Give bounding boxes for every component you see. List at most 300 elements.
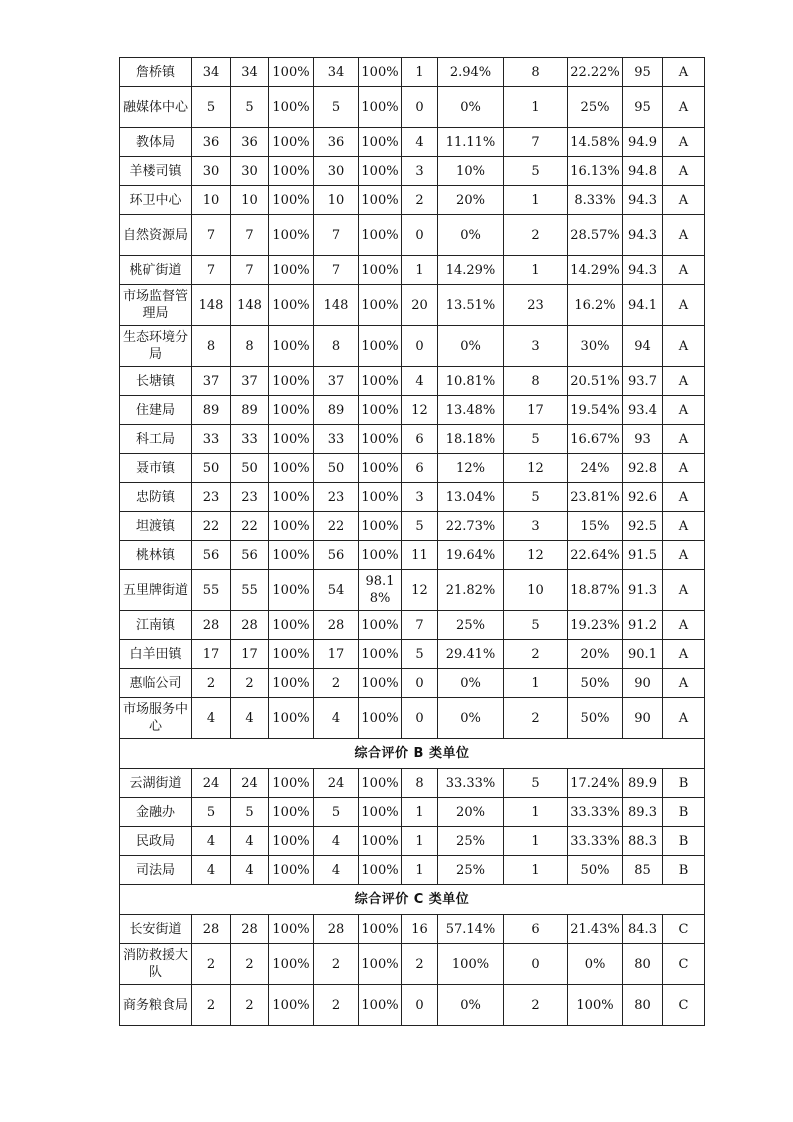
col-4-cell: 100% bbox=[269, 611, 314, 640]
col-3-cell: 30 bbox=[231, 157, 269, 186]
score-cell: 95 bbox=[623, 58, 663, 87]
col-2-cell: 17 bbox=[192, 640, 231, 669]
col-6-cell: 100% bbox=[359, 769, 402, 798]
col-9-cell: 1 bbox=[504, 87, 568, 128]
col-4-cell: 100% bbox=[269, 769, 314, 798]
table-row bbox=[120, 769, 705, 798]
col-4-cell: 100% bbox=[269, 157, 314, 186]
col-3-cell: 17 bbox=[231, 640, 269, 669]
score-cell: 91.2 bbox=[623, 611, 663, 640]
col-4-cell: 100% bbox=[269, 326, 314, 367]
table-row bbox=[120, 827, 705, 856]
unit-name-cell: 桃林镇 bbox=[120, 541, 192, 570]
score-cell: 84.3 bbox=[623, 915, 663, 944]
col-7-cell: 12 bbox=[402, 570, 438, 611]
col-5-cell: 89 bbox=[314, 396, 359, 425]
unit-name-cell: 云湖街道 bbox=[120, 769, 192, 798]
col-7-cell: 0 bbox=[402, 326, 438, 367]
col-10-cell: 30% bbox=[568, 326, 623, 367]
score-cell: 91.5 bbox=[623, 541, 663, 570]
table-row bbox=[120, 186, 705, 215]
col-3-cell: 5 bbox=[231, 798, 269, 827]
col-10-cell: 18.87% bbox=[568, 570, 623, 611]
col-2-cell: 34 bbox=[192, 58, 231, 87]
grade-cell: A bbox=[663, 285, 705, 326]
score-cell: 92.6 bbox=[623, 483, 663, 512]
col-4-cell: 100% bbox=[269, 285, 314, 326]
table-row bbox=[120, 215, 705, 256]
grade-cell: A bbox=[663, 541, 705, 570]
col-6-cell: 100% bbox=[359, 87, 402, 128]
table-row bbox=[120, 58, 705, 87]
col-10-cell: 50% bbox=[568, 856, 623, 885]
col-8-cell: 29.41% bbox=[438, 640, 504, 669]
col-8-cell: 0% bbox=[438, 698, 504, 739]
unit-name-cell: 忠防镇 bbox=[120, 483, 192, 512]
col-6-cell: 100% bbox=[359, 985, 402, 1026]
table-row bbox=[120, 326, 705, 367]
score-cell: 93.4 bbox=[623, 396, 663, 425]
col-9-cell: 12 bbox=[504, 541, 568, 570]
col-8-cell: 13.48% bbox=[438, 396, 504, 425]
table-row bbox=[120, 570, 705, 611]
col-6-cell: 100% bbox=[359, 640, 402, 669]
unit-name-cell: 科工局 bbox=[120, 425, 192, 454]
col-2-cell: 89 bbox=[192, 396, 231, 425]
col-3-cell: 7 bbox=[231, 256, 269, 285]
col-3-cell: 4 bbox=[231, 827, 269, 856]
table-row bbox=[120, 541, 705, 570]
score-cell: 91.3 bbox=[623, 570, 663, 611]
col-5-cell: 28 bbox=[314, 611, 359, 640]
col-8-cell: 25% bbox=[438, 827, 504, 856]
col-2-cell: 28 bbox=[192, 915, 231, 944]
col-6-cell: 100% bbox=[359, 58, 402, 87]
grade-cell: C bbox=[663, 944, 705, 985]
col-6-cell: 100% bbox=[359, 483, 402, 512]
col-4-cell: 100% bbox=[269, 915, 314, 944]
col-2-cell: 4 bbox=[192, 856, 231, 885]
col-2-cell: 36 bbox=[192, 128, 231, 157]
col-4-cell: 100% bbox=[269, 944, 314, 985]
unit-name-cell: 羊楼司镇 bbox=[120, 157, 192, 186]
col-10-cell: 50% bbox=[568, 669, 623, 698]
col-3-cell: 33 bbox=[231, 425, 269, 454]
col-7-cell: 0 bbox=[402, 985, 438, 1026]
col-5-cell: 4 bbox=[314, 698, 359, 739]
score-cell: 80 bbox=[623, 985, 663, 1026]
grade-cell: A bbox=[663, 186, 705, 215]
col-2-cell: 8 bbox=[192, 326, 231, 367]
col-7-cell: 16 bbox=[402, 915, 438, 944]
score-cell: 92.8 bbox=[623, 454, 663, 483]
col-2-cell: 7 bbox=[192, 256, 231, 285]
col-5-cell: 17 bbox=[314, 640, 359, 669]
col-4-cell: 100% bbox=[269, 215, 314, 256]
col-8-cell: 20% bbox=[438, 186, 504, 215]
score-cell: 94.3 bbox=[623, 186, 663, 215]
col-7-cell: 3 bbox=[402, 157, 438, 186]
col-7-cell: 4 bbox=[402, 128, 438, 157]
table-row bbox=[120, 285, 705, 326]
col-3-cell: 10 bbox=[231, 186, 269, 215]
unit-name-cell: 环卫中心 bbox=[120, 186, 192, 215]
unit-name-cell: 自然资源局 bbox=[120, 215, 192, 256]
col-5-cell: 50 bbox=[314, 454, 359, 483]
col-5-cell: 5 bbox=[314, 798, 359, 827]
col-5-cell: 23 bbox=[314, 483, 359, 512]
col-10-cell: 20% bbox=[568, 640, 623, 669]
unit-name-cell: 融媒体中心 bbox=[120, 87, 192, 128]
col-7-cell: 0 bbox=[402, 669, 438, 698]
col-6-cell: 100% bbox=[359, 944, 402, 985]
grade-cell: A bbox=[663, 640, 705, 669]
score-cell: 88.3 bbox=[623, 827, 663, 856]
score-cell: 85 bbox=[623, 856, 663, 885]
col-5-cell: 24 bbox=[314, 769, 359, 798]
col-8-cell: 18.18% bbox=[438, 425, 504, 454]
score-cell: 94.3 bbox=[623, 215, 663, 256]
col-9-cell: 10 bbox=[504, 570, 568, 611]
col-9-cell: 1 bbox=[504, 256, 568, 285]
unit-name-cell: 金融办 bbox=[120, 798, 192, 827]
score-cell: 90 bbox=[623, 698, 663, 739]
col-6-cell: 100% bbox=[359, 454, 402, 483]
col-9-cell: 7 bbox=[504, 128, 568, 157]
col-10-cell: 16.67% bbox=[568, 425, 623, 454]
col-5-cell: 7 bbox=[314, 215, 359, 256]
col-6-cell: 100% bbox=[359, 157, 402, 186]
col-5-cell: 10 bbox=[314, 186, 359, 215]
col-8-cell: 0% bbox=[438, 87, 504, 128]
col-4-cell: 100% bbox=[269, 425, 314, 454]
grade-cell: A bbox=[663, 256, 705, 285]
table-row bbox=[120, 425, 705, 454]
grade-cell: A bbox=[663, 58, 705, 87]
unit-name-cell: 五里牌街道 bbox=[120, 570, 192, 611]
col-3-cell: 4 bbox=[231, 698, 269, 739]
col-5-cell: 56 bbox=[314, 541, 359, 570]
col-10-cell: 17.24% bbox=[568, 769, 623, 798]
col-9-cell: 3 bbox=[504, 512, 568, 541]
col-7-cell: 7 bbox=[402, 611, 438, 640]
grade-cell: B bbox=[663, 798, 705, 827]
table-row bbox=[120, 367, 705, 396]
col-4-cell: 100% bbox=[269, 856, 314, 885]
col-10-cell: 14.58% bbox=[568, 128, 623, 157]
col-9-cell: 5 bbox=[504, 611, 568, 640]
col-8-cell: 21.82% bbox=[438, 570, 504, 611]
col-2-cell: 5 bbox=[192, 798, 231, 827]
col-10-cell: 25% bbox=[568, 87, 623, 128]
col-9-cell: 5 bbox=[504, 483, 568, 512]
table-row bbox=[120, 512, 705, 541]
col-4-cell: 100% bbox=[269, 483, 314, 512]
grade-cell: B bbox=[663, 856, 705, 885]
col-3-cell: 28 bbox=[231, 611, 269, 640]
col-3-cell: 56 bbox=[231, 541, 269, 570]
col-4-cell: 100% bbox=[269, 186, 314, 215]
col-6-cell: 100% bbox=[359, 915, 402, 944]
col-6-cell: 100% bbox=[359, 128, 402, 157]
grade-cell: A bbox=[663, 669, 705, 698]
col-8-cell: 13.51% bbox=[438, 285, 504, 326]
col-2-cell: 4 bbox=[192, 698, 231, 739]
col-2-cell: 7 bbox=[192, 215, 231, 256]
table-row bbox=[120, 157, 705, 186]
col-2-cell: 24 bbox=[192, 769, 231, 798]
table-row bbox=[120, 669, 705, 698]
col-2-cell: 10 bbox=[192, 186, 231, 215]
col-4-cell: 100% bbox=[269, 570, 314, 611]
col-3-cell: 89 bbox=[231, 396, 269, 425]
col-9-cell: 8 bbox=[504, 367, 568, 396]
col-3-cell: 36 bbox=[231, 128, 269, 157]
col-7-cell: 6 bbox=[402, 425, 438, 454]
col-5-cell: 36 bbox=[314, 128, 359, 157]
col-9-cell: 8 bbox=[504, 58, 568, 87]
score-cell: 93.7 bbox=[623, 367, 663, 396]
grade-cell: A bbox=[663, 326, 705, 367]
col-8-cell: 25% bbox=[438, 856, 504, 885]
col-2-cell: 148 bbox=[192, 285, 231, 326]
col-7-cell: 1 bbox=[402, 798, 438, 827]
score-cell: 94.8 bbox=[623, 157, 663, 186]
col-9-cell: 1 bbox=[504, 669, 568, 698]
table-row bbox=[120, 87, 705, 128]
col-3-cell: 2 bbox=[231, 985, 269, 1026]
col-9-cell: 2 bbox=[504, 215, 568, 256]
unit-name-cell: 教体局 bbox=[120, 128, 192, 157]
score-cell: 94 bbox=[623, 326, 663, 367]
col-5-cell: 22 bbox=[314, 512, 359, 541]
col-4-cell: 100% bbox=[269, 58, 314, 87]
col-2-cell: 22 bbox=[192, 512, 231, 541]
col-3-cell: 2 bbox=[231, 944, 269, 985]
col-9-cell: 5 bbox=[504, 769, 568, 798]
col-5-cell: 28 bbox=[314, 915, 359, 944]
section-heading: 综合评价 C 类单位 bbox=[120, 885, 705, 915]
col-3-cell: 5 bbox=[231, 87, 269, 128]
col-5-cell: 37 bbox=[314, 367, 359, 396]
table-row bbox=[120, 483, 705, 512]
col-9-cell: 0 bbox=[504, 944, 568, 985]
unit-name-cell: 司法局 bbox=[120, 856, 192, 885]
grade-cell: A bbox=[663, 611, 705, 640]
col-8-cell: 19.64% bbox=[438, 541, 504, 570]
unit-name-cell: 生态环境分局 bbox=[120, 326, 192, 367]
col-10-cell: 50% bbox=[568, 698, 623, 739]
unit-name-cell: 商务粮食局 bbox=[120, 985, 192, 1026]
col-8-cell: 33.33% bbox=[438, 769, 504, 798]
col-7-cell: 0 bbox=[402, 87, 438, 128]
col-7-cell: 5 bbox=[402, 640, 438, 669]
col-9-cell: 2 bbox=[504, 985, 568, 1026]
col-4-cell: 100% bbox=[269, 827, 314, 856]
col-10-cell: 8.33% bbox=[568, 186, 623, 215]
col-9-cell: 6 bbox=[504, 915, 568, 944]
col-7-cell: 0 bbox=[402, 698, 438, 739]
col-6-cell: 100% bbox=[359, 396, 402, 425]
col-5-cell: 34 bbox=[314, 58, 359, 87]
col-5-cell: 4 bbox=[314, 827, 359, 856]
col-7-cell: 6 bbox=[402, 454, 438, 483]
col-8-cell: 0% bbox=[438, 326, 504, 367]
col-2-cell: 37 bbox=[192, 367, 231, 396]
unit-name-cell: 长安街道 bbox=[120, 915, 192, 944]
grade-cell: A bbox=[663, 157, 705, 186]
col-9-cell: 1 bbox=[504, 186, 568, 215]
col-8-cell: 100% bbox=[438, 944, 504, 985]
col-8-cell: 11.11% bbox=[438, 128, 504, 157]
unit-name-cell: 住建局 bbox=[120, 396, 192, 425]
col-10-cell: 33.33% bbox=[568, 827, 623, 856]
table-row bbox=[120, 798, 705, 827]
col-5-cell: 4 bbox=[314, 856, 359, 885]
col-8-cell: 10% bbox=[438, 157, 504, 186]
col-10-cell: 19.23% bbox=[568, 611, 623, 640]
grade-cell: A bbox=[663, 367, 705, 396]
col-3-cell: 37 bbox=[231, 367, 269, 396]
col-6-cell: 100% bbox=[359, 698, 402, 739]
col-2-cell: 23 bbox=[192, 483, 231, 512]
unit-name-cell: 白羊田镇 bbox=[120, 640, 192, 669]
unit-name-cell: 詹桥镇 bbox=[120, 58, 192, 87]
col-8-cell: 25% bbox=[438, 611, 504, 640]
col-6-cell: 100% bbox=[359, 215, 402, 256]
col-8-cell: 13.04% bbox=[438, 483, 504, 512]
col-10-cell: 28.57% bbox=[568, 215, 623, 256]
col-9-cell: 2 bbox=[504, 698, 568, 739]
col-7-cell: 0 bbox=[402, 215, 438, 256]
unit-name-cell: 长塘镇 bbox=[120, 367, 192, 396]
col-3-cell: 2 bbox=[231, 669, 269, 698]
grade-cell: B bbox=[663, 827, 705, 856]
col-5-cell: 2 bbox=[314, 669, 359, 698]
grade-cell: C bbox=[663, 985, 705, 1026]
col-10-cell: 33.33% bbox=[568, 798, 623, 827]
col-8-cell: 0% bbox=[438, 215, 504, 256]
col-8-cell: 10.81% bbox=[438, 367, 504, 396]
col-4-cell: 100% bbox=[269, 985, 314, 1026]
col-3-cell: 28 bbox=[231, 915, 269, 944]
table-row bbox=[120, 396, 705, 425]
section-heading-row bbox=[120, 885, 705, 915]
score-cell: 92.5 bbox=[623, 512, 663, 541]
col-2-cell: 4 bbox=[192, 827, 231, 856]
section-heading-row bbox=[120, 739, 705, 769]
score-cell: 90 bbox=[623, 669, 663, 698]
col-2-cell: 2 bbox=[192, 985, 231, 1026]
col-9-cell: 2 bbox=[504, 640, 568, 669]
col-6-cell: 100% bbox=[359, 669, 402, 698]
grade-cell: A bbox=[663, 454, 705, 483]
col-8-cell: 57.14% bbox=[438, 915, 504, 944]
col-3-cell: 34 bbox=[231, 58, 269, 87]
score-cell: 89.3 bbox=[623, 798, 663, 827]
col-6-cell: 100% bbox=[359, 326, 402, 367]
col-7-cell: 11 bbox=[402, 541, 438, 570]
col-7-cell: 1 bbox=[402, 256, 438, 285]
grade-cell: A bbox=[663, 570, 705, 611]
unit-name-cell: 江南镇 bbox=[120, 611, 192, 640]
col-3-cell: 50 bbox=[231, 454, 269, 483]
table-row bbox=[120, 856, 705, 885]
col-7-cell: 4 bbox=[402, 367, 438, 396]
grade-cell: A bbox=[663, 425, 705, 454]
col-7-cell: 1 bbox=[402, 58, 438, 87]
col-8-cell: 2.94% bbox=[438, 58, 504, 87]
col-4-cell: 100% bbox=[269, 396, 314, 425]
col-6-cell: 100% bbox=[359, 827, 402, 856]
col-3-cell: 55 bbox=[231, 570, 269, 611]
col-4-cell: 100% bbox=[269, 512, 314, 541]
table-row bbox=[120, 611, 705, 640]
grade-cell: A bbox=[663, 215, 705, 256]
score-cell: 95 bbox=[623, 87, 663, 128]
col-6-cell: 100% bbox=[359, 367, 402, 396]
col-4-cell: 100% bbox=[269, 698, 314, 739]
col-3-cell: 22 bbox=[231, 512, 269, 541]
col-4-cell: 100% bbox=[269, 798, 314, 827]
col-10-cell: 0% bbox=[568, 944, 623, 985]
grade-cell: A bbox=[663, 87, 705, 128]
col-3-cell: 4 bbox=[231, 856, 269, 885]
col-6-cell: 100% bbox=[359, 186, 402, 215]
table-row bbox=[120, 256, 705, 285]
col-4-cell: 100% bbox=[269, 541, 314, 570]
col-7-cell: 20 bbox=[402, 285, 438, 326]
score-cell: 89.9 bbox=[623, 769, 663, 798]
col-5-cell: 2 bbox=[314, 985, 359, 1026]
col-8-cell: 20% bbox=[438, 798, 504, 827]
col-4-cell: 100% bbox=[269, 640, 314, 669]
col-3-cell: 24 bbox=[231, 769, 269, 798]
unit-name-cell: 市场服务中心 bbox=[120, 698, 192, 739]
col-2-cell: 33 bbox=[192, 425, 231, 454]
col-3-cell: 8 bbox=[231, 326, 269, 367]
col-5-cell: 30 bbox=[314, 157, 359, 186]
unit-name-cell: 民政局 bbox=[120, 827, 192, 856]
col-7-cell: 1 bbox=[402, 827, 438, 856]
col-9-cell: 1 bbox=[504, 827, 568, 856]
col-7-cell: 12 bbox=[402, 396, 438, 425]
col-6-cell: 100% bbox=[359, 512, 402, 541]
col-5-cell: 2 bbox=[314, 944, 359, 985]
col-5-cell: 148 bbox=[314, 285, 359, 326]
col-9-cell: 5 bbox=[504, 425, 568, 454]
col-7-cell: 5 bbox=[402, 512, 438, 541]
col-4-cell: 100% bbox=[269, 128, 314, 157]
score-cell: 94.3 bbox=[623, 256, 663, 285]
col-9-cell: 3 bbox=[504, 326, 568, 367]
table-row bbox=[120, 698, 705, 739]
score-cell: 94.1 bbox=[623, 285, 663, 326]
col-2-cell: 56 bbox=[192, 541, 231, 570]
grade-cell: C bbox=[663, 915, 705, 944]
col-5-cell: 8 bbox=[314, 326, 359, 367]
grade-cell: A bbox=[663, 512, 705, 541]
col-2-cell: 5 bbox=[192, 87, 231, 128]
col-9-cell: 12 bbox=[504, 454, 568, 483]
grade-cell: B bbox=[663, 769, 705, 798]
unit-name-cell: 聂市镇 bbox=[120, 454, 192, 483]
score-cell: 90.1 bbox=[623, 640, 663, 669]
col-7-cell: 8 bbox=[402, 769, 438, 798]
col-6-cell: 100% bbox=[359, 425, 402, 454]
col-2-cell: 55 bbox=[192, 570, 231, 611]
col-7-cell: 2 bbox=[402, 944, 438, 985]
